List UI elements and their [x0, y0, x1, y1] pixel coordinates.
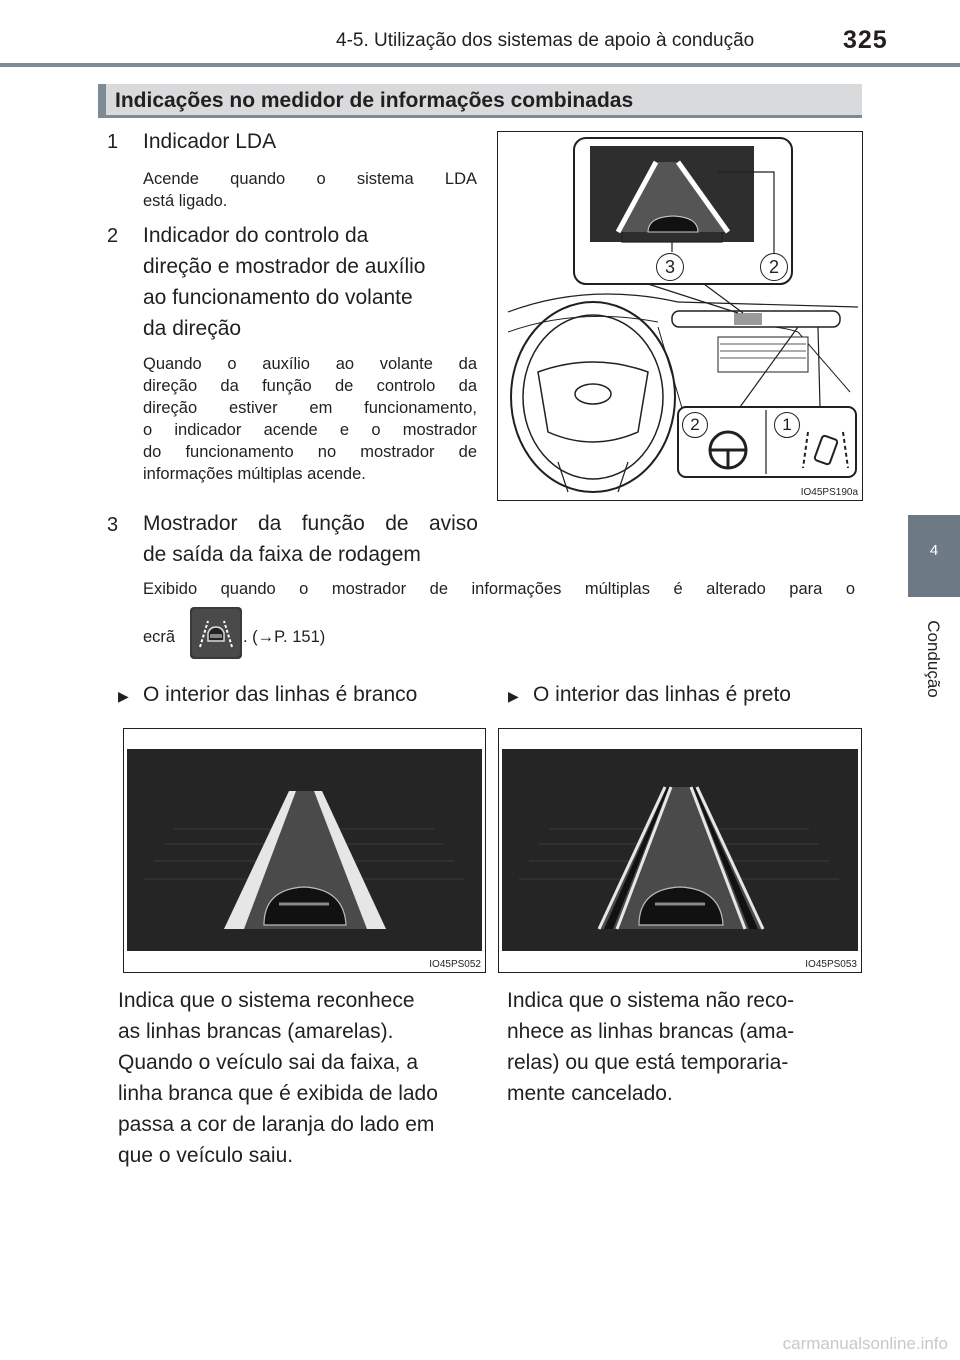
chapter-tab-label	[907, 612, 959, 707]
item-number-3: 3	[107, 514, 119, 536]
footer	[0, 1330, 960, 1360]
item-2-desc-line: informações múltiplas acende.	[143, 465, 366, 483]
column-2-text	[507, 985, 867, 1109]
column-1-text-line: que o veículo saiu.	[118, 1144, 294, 1167]
column-2-text-line: relas) ou que está temporaria-	[507, 1051, 789, 1074]
lane-departure-screen-icon	[190, 607, 242, 659]
item-3-desc-suffix: . (→P. 151)	[243, 628, 326, 646]
item-2-desc-line: do funcionamento no mostrador de	[143, 443, 477, 461]
dashboard-illustration	[498, 132, 862, 500]
header-rule	[0, 63, 960, 67]
column-1-text-line: Quando o veículo sai da faixa, a	[118, 1051, 419, 1074]
column-1-text-line: linha branca que é exibida de lado	[118, 1082, 438, 1105]
column-1-text	[118, 985, 488, 1171]
bullet-triangle-icon: ▶	[508, 688, 519, 704]
column-1-text-line: Indica que o sistema reconhece	[118, 989, 415, 1012]
section-heading-bar	[98, 84, 106, 115]
lane-display-white-figure	[123, 728, 486, 973]
item-3-desc-prefix: ecrã	[143, 628, 176, 646]
lane-display-black	[499, 729, 861, 972]
figure-main-label: IO45PS190a	[800, 487, 858, 498]
chapter-label-text: Condução	[924, 620, 943, 698]
column-2-text-line: Indica que o sistema não reco-	[507, 989, 795, 1012]
item-number-2: 2	[107, 225, 119, 247]
column-1-text-line: as linhas brancas (amarelas).	[118, 1020, 394, 1043]
item-1-desc-line: Acende quando o sistema LDA	[143, 170, 477, 188]
item-1-title: Indicador LDA	[143, 130, 277, 153]
lane-display-white	[124, 729, 485, 972]
running-header-title: 4-5. Utilização dos sistemas de apoio à condução	[336, 30, 755, 51]
watermark-text[interactable]: carmanualsonline.info	[782, 1334, 948, 1353]
callout-3: 3	[656, 253, 684, 281]
column-1-text-line: passa a cor de laranja do lado em	[118, 1113, 435, 1136]
dashboard-figure	[497, 131, 863, 501]
figure-black-label: IO45PS053	[805, 959, 857, 970]
section-heading-text: Indicações no medidor de informações combinadas	[115, 89, 634, 112]
chapter-tab[interactable]: 4	[908, 515, 960, 597]
item-2-description	[143, 353, 477, 485]
item-3-title	[143, 508, 478, 570]
item-2-title-line: direção e mostrador de auxílio	[143, 255, 426, 278]
column-2-heading: O interior das linhas é preto	[533, 683, 791, 706]
item-1-description	[143, 168, 477, 212]
column-2-text-line: nhece as linhas brancas (ama-	[507, 1020, 795, 1043]
item-2-title	[143, 220, 483, 344]
item-1-desc-line: está ligado.	[143, 192, 228, 210]
figure-white-label: IO45PS052	[429, 959, 481, 970]
page-number: 325	[843, 26, 888, 54]
callout-1: 1	[774, 412, 800, 438]
callout-2-top: 2	[760, 253, 788, 281]
item-2-desc-line: Quando o auxílio ao volante da	[143, 355, 477, 373]
item-2-title-line: da direção	[143, 317, 242, 340]
column-2-text-line: mente cancelado.	[507, 1082, 673, 1105]
item-2-desc-line: direção da função de controlo da	[143, 377, 477, 395]
item-2-desc-line: direção estiver em funcionamento,	[143, 399, 477, 417]
item-number-1: 1	[107, 131, 119, 153]
callout-2-bottom: 2	[682, 412, 708, 438]
section-heading	[98, 84, 862, 118]
lane-display-black-figure	[498, 728, 862, 973]
item-3-title-line: de saída da faixa de rodagem	[143, 543, 421, 566]
item-3-desc-line-1: Exibido quando o mostrador de informações múltiplas é alterado para o	[143, 580, 855, 598]
column-1-heading: O interior das linhas é branco	[143, 683, 418, 706]
bullet-triangle-icon: ▶	[118, 688, 129, 704]
item-2-title-line: Indicador do controlo da	[143, 224, 369, 247]
item-2-title-line: ao funcionamento do volante	[143, 286, 413, 309]
item-2-desc-line: o indicador acende e o mostrador	[143, 421, 477, 439]
item-3-title-line: Mostrador da função de aviso	[143, 512, 478, 535]
